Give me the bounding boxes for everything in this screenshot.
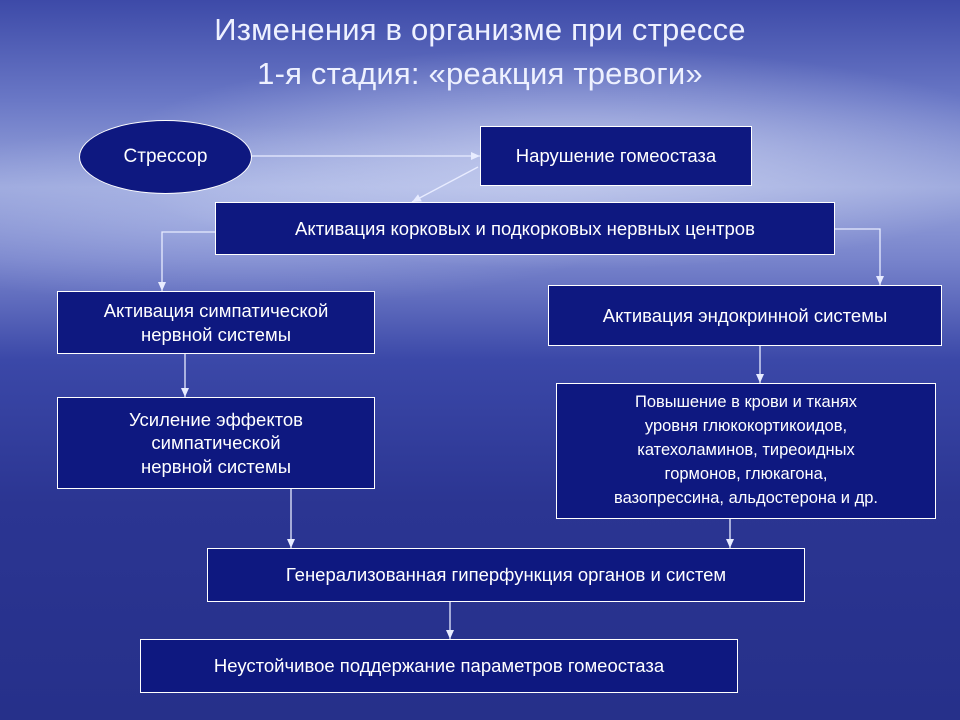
stressor-node: Стрессор	[79, 120, 252, 194]
unstable-maintenance-node: Неустойчивое поддержание параметров гомеостаза	[140, 639, 738, 693]
arrow-cortical-to-sympathetic	[162, 232, 215, 291]
generalized-hyperfunction-node: Генерализованная гиперфункция органов и систем	[207, 548, 805, 602]
sympathetic-activation-node: Активация симпатической нервной системы	[57, 291, 375, 354]
endocrine-activation-node: Активация эндокринной системы	[548, 285, 942, 346]
cortical-activation-node: Активация корковых и подкорковых нервных центров	[215, 202, 835, 255]
arrow-cortical-to-endocrine	[833, 229, 880, 285]
slide-title: Изменения в организме при стрессе	[214, 12, 746, 47]
homeostasis-violation-node: Нарушение гомеостаза	[480, 126, 752, 186]
sympathetic-effects-node: Усиление эффектов симпатической нервной системы	[57, 397, 375, 489]
arrow-homeostasis-to-cortical	[412, 167, 478, 202]
hormones-increase-node: Повышение в крови и тканях уровня глюкокортикоидов, катехоламинов, тиреоидных гормонов, глюкагона, вазопрессина, альдостерона и др.	[556, 383, 936, 519]
slide-subtitle: 1-я стадия: «реакция тревоги»	[257, 56, 703, 91]
